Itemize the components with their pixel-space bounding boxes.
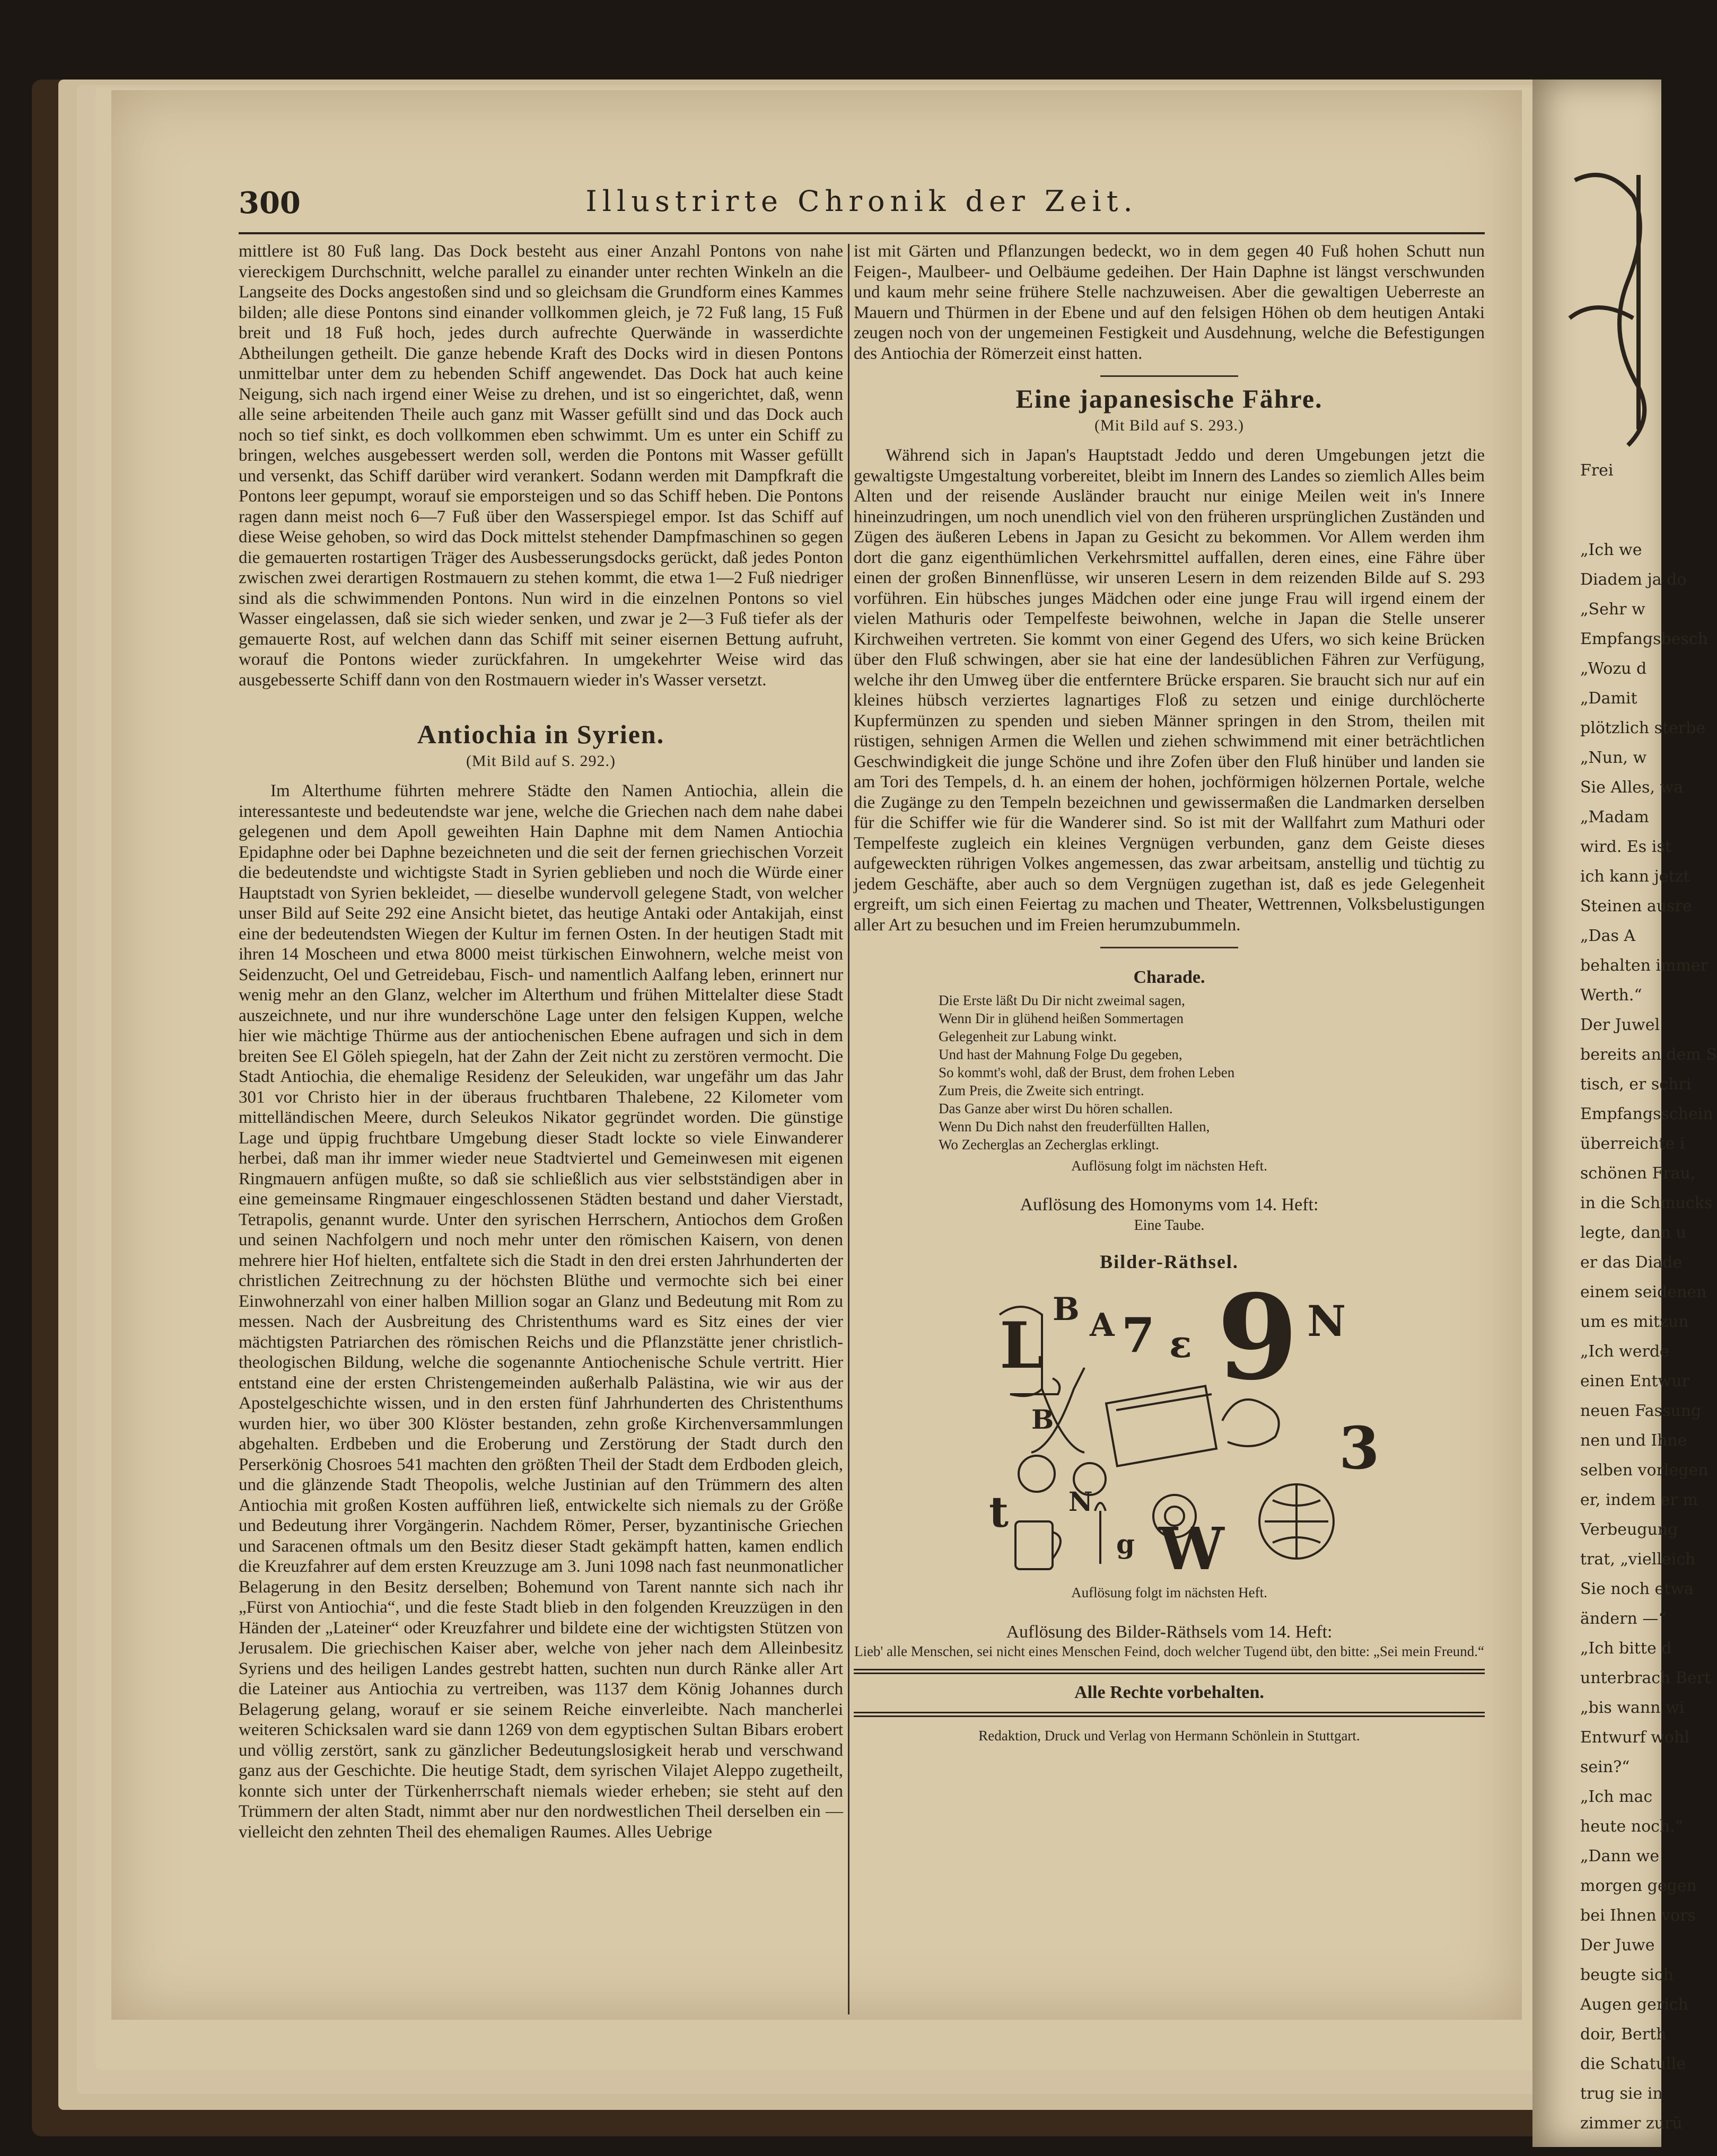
- rebus-title: Bilder-Räthsel.: [1100, 1251, 1239, 1272]
- facing-page-fragment: einem seidenen: [1580, 1283, 1707, 1301]
- facing-page-fragment: „Dann we: [1580, 1847, 1660, 1865]
- scissors-ring-icon: [1019, 1456, 1055, 1492]
- facing-page-fragment: Diadem ja do: [1580, 570, 1687, 589]
- rebus-letter: B: [1031, 1403, 1054, 1435]
- facing-page-fragment: morgen gegen: [1580, 1877, 1697, 1895]
- rights-notice: Alle Rechte vorbehalten.: [1074, 1683, 1264, 1702]
- left-page: [111, 90, 1522, 2020]
- facing-page-fragment: Empfangsbesch: [1580, 630, 1708, 648]
- rebus-illustration: [854, 1268, 1485, 1583]
- facing-page-fragment: „Madam: [1580, 808, 1649, 826]
- rebus-answer-text: Lieb' alle Menschen, sei nicht eines Menschen Feind, doch welcher Tugend übt, den bitte: „Sei mein Freund.“: [854, 1643, 1485, 1659]
- facing-page-fragment: „Ich werde: [1580, 1342, 1669, 1361]
- charade-line: Gelegenheit zur Labung winkt.: [939, 1028, 1117, 1044]
- rebus-letter: N: [1068, 1485, 1093, 1517]
- charade-line: Wenn Dir in glühend heißen Sommertagen: [939, 1010, 1184, 1026]
- charade-note: Auflösung folgt im nächsten Heft.: [1071, 1157, 1267, 1174]
- facing-page-fragment: Der Juwe: [1580, 1936, 1655, 1955]
- facing-page-fragment: selben vorlegen: [1580, 1461, 1709, 1480]
- homonym-answer-title: Auflösung des Homonyms vom 14. Heft:: [1020, 1195, 1319, 1215]
- facing-page-fragment: tisch, er schri: [1580, 1075, 1692, 1094]
- facing-page-fragment: ändern —“: [1580, 1609, 1667, 1628]
- rebus-letter: N: [1307, 1296, 1346, 1346]
- candle-flame-icon: [1095, 1503, 1106, 1511]
- box-lid-line: [1116, 1394, 1212, 1410]
- facing-page-fragment: trug sie in: [1580, 2084, 1663, 2103]
- facing-page-fragment: Augen gerich: [1580, 1995, 1688, 2014]
- facing-page-fragment: „Nun, w: [1580, 749, 1647, 767]
- box-drawing: [1106, 1386, 1216, 1466]
- facing-page-fragment: bereits an dem S: [1580, 1045, 1717, 1064]
- charade-line: Das Ganze aber wirst Du hören schallen.: [939, 1100, 1173, 1116]
- tankard-handle: [1053, 1532, 1061, 1559]
- page-number: 300: [239, 186, 301, 221]
- facing-page-fragment: in die Schmucks: [1580, 1194, 1713, 1212]
- section-rule: [1100, 375, 1238, 377]
- facing-page-fragment: wird. Es ist: [1580, 838, 1671, 856]
- rebus-letter: A: [1090, 1306, 1115, 1344]
- facing-page-fragment: „bis wann wi: [1580, 1699, 1685, 1717]
- rebus-letter: g: [1116, 1528, 1135, 1560]
- antiochia-body: Im Alterthume führten mehrere Städte den Namen Antiochia, allein die interessanteste und bedeutendste war jene, welche die Griechen nach dem nahe dabei gelegenen und dem Apoll geweihten Hain Daphne mit dem Namen Antiochia Epidaphne oder bei Daphne bezeichneten und die seit der fernen griechischen Vorzeit die bedeutendste und wichtigste Stadt in Syrien geblieben und noch die Würde einer Hauptstadt von Syrien bekleidet, — dieselbe wundervoll gelegene Stadt, von welcher unser Bild auf Seite 292 eine Ansicht bietet, das heutige Antaki oder Antakijah, einst eine der bedeutendsten Wiegen der Kultur im fernen Osten. In der heutigen Stadt mit ihren 14 Moscheen und etwa 8000 meist türkischen Einwohnern, welche meist von Seidenzucht, Oel und Getreidebau, Fisch- und namentlich Aalfang leben, erinnert nur wenig mehr an den Glanz, welcher im Alterthum und frühen Mittelalter diese Stadt auszeichnete, und nur ihre wunderschöne Lage unter den felsigen Kuppen, welche hier wie mächtige Thürme aus der antiochenischen Ebene aufragen und sich in dem breiten See El Göleh spiegeln, hat der Zahn der Zeit nicht zu zerstören vermocht. Die Stadt Antiochia, die ehemalige Residenz der Seleukiden, war ungefähr um das Jahr 301 vor Christo hier in der überaus fruchtbaren Thalebene, 22 Kilometer vom mittelländischen Meere, durch Seleukos Nikator gegründet worden. Die günstige Lage und üppig fruchtbare Umgebung dieser Stadt lockte so viele Einwanderer herbei, daß man ihr immer wieder neue Stadtviertel und Gemeinwesen mit eigenen Ringmauern anfügen mußte, so daß sie schließlich aus vier selbstständigen aber in eine gemeinsame Ringmauer eingeschlossenen Städten bestand und daher Vierstadt, Tetrapolis, genannt wurde. Unter den syrischen Herrschern, Antiochos dem Großen und seinen Nachfolgern und noch mehr unter den römischen Kaisern, von denen mehrere hier Hof hielten, entfaltete sich die Stadt in den drei ersten Jahrhunderten der christlichen Zeitrechnung zu der höchsten Blüthe und vermochte sich bei einer Einwohnerzahl von einer halben Million sogar an Glanz und Bedeutung mit Rom zu messen. Nach der Ausbreitung des Christenthums ward es Sitz eines der vier mächtigsten Patriarchen des römischen Reichs und die Pflanzstätte jener christlich-theologischen Bildung, welche die sogenannte Antiochenische Schule vertritt. Hier entstand eine der ersten Christengemeinden außerhalb Palästina, wie wir aus der Apostelgeschichte wissen, und in den ersten fünf Jahrhunderten des Christenthums wurden hier, wo über 300 Klöster bestanden, zehn große Kirchenversammlungen abgehalten. Erdbeben und die Eroberung und Zerstörung der Stadt durch den Perserkönig Chosroes 541 machten den größten Theil der Stadt dem Erdboden gleich, und die glänzende Stadt Theopolis, welche Justinian auf den Trümmern des alten Antiochia mit großen Kosten aufführen ließ, entwickelte sich niemals zu der Größe und Bedeutung ihrer Vorgängerin. Nachdem Römer, Perser, byzantinische Griechen und Saracenen oftmals um den Besitz dieser Stadt gekämpft hatten, kamen endlich die Kreuzfahrer auf dem ersten Kreuzzuge am 3. Juni 1098 nach fast neunmonatlicher Belagerung in den Besitz derselben; Bohemund von Tarent nannte sich nach ihr „Fürst von Antiochia“, und die feste Stadt blieb in den folgenden Kreuzzügen in den Händen der „Lateiner“ oder Kreuzfahrer und bildete eine der wichtigsten Stützen von Jerusalem. Die griechischen Kaiser aber, welche von jeher nach dem Alleinbesitz Syriens und des heiligen Landes gestrebt hatten, suchten nun durch Ränke aller Art die Lateiner aus Antiochia zu vertreiben, was 1137 dem König Johannes durch Belagerung gelang, worauf er sie seinem Reiche einverleibte. Nach mancherlei weiteren Schicksalen ward sie dann 1269 von dem egyptischen Sultan Bibars erobert und völlig zerstört, sank zu gänzlicher Bedeutungslosigkeit herab und verschwand ganz aus der Geschichte. Die heutige Stadt, dem syrischen Vilajet Aleppo zugetheilt, konnte sich unter der Türkenherrschaft niemals wieder erheben; sie steht auf den Trümmern der alten Stadt, nimmt aber nur den nordwestlichen Theil derselben ein — vielleicht den zehnten Theil des ehemaligen Raumes. Alles Uebrige: [239, 781, 843, 1842]
- facing-page-fragment: bei Ihnen vors: [1580, 1906, 1696, 1925]
- globe-lines: [1265, 1484, 1328, 1559]
- homonym-answer-text: Eine Taube.: [1134, 1217, 1205, 1234]
- antiochia-title: Antiochia in Syrien.: [417, 719, 665, 749]
- section-rule: [1100, 947, 1238, 948]
- rebus-letter: 9: [1217, 1268, 1299, 1406]
- charade-line: Und hast der Mahnung Folge Du gegeben,: [939, 1046, 1182, 1062]
- facing-page-fragment: unterbrach Bert: [1580, 1669, 1711, 1687]
- faehre-subtitle: (Mit Bild auf S. 293.): [1094, 416, 1244, 434]
- rebus-picture: [968, 1268, 1380, 1583]
- page-header: [239, 170, 1485, 228]
- facing-page-fragment: Werth.“: [1580, 986, 1642, 1005]
- tankard-icon: [1015, 1521, 1053, 1569]
- right-column: [854, 241, 1485, 1746]
- rebus-letter: 3: [1339, 1413, 1380, 1482]
- facing-page-fragment: er das Diade: [1580, 1253, 1683, 1272]
- facing-page-fragment: Steinen ausre: [1580, 897, 1692, 916]
- faehre-body: Während sich in Japan's Hauptstadt Jeddo und deren Umgebungen jetzt die gewaltigste Umgestaltung vorbereitet, bleibt im Innern des Landes so ziemlich Alles beim Alten und der reisende Ausländer braucht nur einige Meilen weit in's Innere hineinzudringen, um noch unendlich viel von den früheren ursprünglichen Zuständen und Zügen des äußeren Lebens in Japan zu Gesicht zu bekommen. Vor Allem werden ihm dort die ganz eigenthümlichen Verkehrsmittel auffallen, deren eines, eine Fähre über einen der großen Binnenflüsse, wir unseren Lesern in dem reizenden Bilde auf S. 293 vorführen. Ein hübsches junges Mädchen oder eine junge Frau will irgend einem der vielen Mathuris oder Tempelfeste beiwohnen, welche in Japan die Stelle unserer Kirchweihen vertreten. Sie kommt von einer Gegend des Ufers, wo sich keine Brücken über den Fluß schwingen, aber sie hat eine der landesüblichen Fähren zur Verfügung, welche ihr den Umweg über die entferntere Brücke ersparen. Sie braucht sich nur auf ein kleines hübsch verziertes lagnartiges Floß zu setzen und einige durchlöcherte Kupfermünzen zu spenden und sieben Männer springen in den Strom, theilen mit rüstigen, sehnigen Armen die Wellen und ziehen schwimmend mit einer beträchtlichen Geschwindigkeit die junge Schöne und ihre Zofen über den Fluß hinüber und landen sie am Tori des Tempels, d. h. an einem der hohen, jochförmigen hölzernen Portale, welche die Zugänge zu den Tempeln bezeichnen und gewissermaßen die Landmarken derselben für die Schiffer wie für die Wanderer sind. So ist mit der Wallfahrt zum Mathuri oder Tempelfeste zugleich ein kleines Vergnügen verbunden, ganz dem Geiste dieses aufgeweckten rührigen Volkes angemessen, das zwar arbeitsam, anstellig und tüchtig zu jedem Geschäfte, aber auch so dem Vergnügen zugethan ist, daß es jede Gelegenheit ergreift, um sich einen Feiertag zu machen und Theater, Wettrennen, Volksbelustigungen aller Art zu besuchen und im Freien herumzubummeln.: [854, 446, 1485, 935]
- facing-page-fragment: Entwurf wohl: [1580, 1728, 1689, 1747]
- facing-page-fragment: „Ich we: [1580, 541, 1642, 559]
- faehre-title: Eine japanesische Fähre.: [1015, 384, 1323, 413]
- facing-page-fragment: „Das A: [1580, 927, 1636, 945]
- facing-page-fragment: plötzlich sterbe: [1580, 719, 1706, 737]
- antiochia-subtitle: (Mit Bild auf S. 292.): [466, 752, 616, 770]
- double-rule: [854, 1669, 1485, 1674]
- facing-page-fragment: „Ich mac: [1580, 1788, 1653, 1806]
- facing-page-fragment: heute noch.“: [1580, 1817, 1684, 1836]
- facing-page-fragment: neuen Fassung: [1580, 1402, 1702, 1420]
- rebus-letter: L: [1000, 1308, 1045, 1383]
- facing-page-fragment: die Schatulle: [1580, 2055, 1686, 2073]
- facing-page-fragment: zimmer zurü: [1580, 2114, 1683, 2133]
- facing-page-fragment: Der Juwel: [1580, 1016, 1660, 1034]
- rebus-letter: 7: [1122, 1307, 1155, 1363]
- facing-page-fragment: behalten immer: [1580, 956, 1709, 975]
- rebus-letter: W: [1159, 1514, 1224, 1583]
- facing-page-fragment: doir, Berth: [1580, 2025, 1667, 2044]
- facing-page-fragment: Sie Alles, wa: [1580, 778, 1684, 797]
- charade-line: Wo Zecherglas an Zecherglas erklingt.: [939, 1136, 1159, 1152]
- facing-page-fragment: nen und Ihne: [1580, 1431, 1687, 1450]
- facing-page-fragment: „Wozu d: [1580, 659, 1647, 678]
- rebus-letter: ε: [1169, 1322, 1192, 1366]
- running-title: Illustrirte Chronik der Zeit.: [585, 184, 1138, 218]
- facing-page-fragment: Empfangsschein: [1580, 1105, 1713, 1123]
- bird-drawing: [1222, 1400, 1279, 1446]
- facing-page-fragment: schönen Frau,: [1580, 1164, 1696, 1183]
- charade-line: So kommt's wohl, daß der Brust, dem frohen Leben: [939, 1064, 1235, 1080]
- double-rule: [854, 1712, 1485, 1717]
- facing-page-fragment: trat, „vielleich: [1580, 1550, 1696, 1569]
- facing-page-fragment: überreichte i: [1580, 1134, 1685, 1153]
- charade-line: Zum Preis, die Zweite sich entringt.: [939, 1082, 1144, 1098]
- facing-page-fragment: Verbeugung: [1580, 1520, 1678, 1539]
- facing-page-fragment: Sie noch etwa: [1580, 1580, 1694, 1598]
- facing-page-fragment: ich kann jetzt: [1580, 867, 1690, 886]
- facing-page-ornament: [1564, 159, 1670, 456]
- antiochia-continued: ist mit Gärten und Pflanzungen bedeckt, wo in dem gegen 40 Fuß hohen Schutt nun Feigen-, Maulbeer- und Oelbäume gedeihen. Der Hain Daphne ist längst verschwunden und kaum mehr seine frühere Stelle nachzuweisen. Aber die gewaltigen Ueberreste an Mauern und Thürmen in der Ebene und auf den felsigen Höhen ob dem heutigen Antaki zeugen noch von der ungemeinen Festigkeit und Ausdehnung, welche die Befestigungen des Antiochia der Römerzeit einst hatten.: [854, 242, 1485, 363]
- facing-page-fragment: „Sehr w: [1580, 600, 1645, 619]
- column-divider: [848, 244, 849, 2014]
- charade-line: Die Erste läßt Du Dir nicht zweimal sagen,: [939, 992, 1185, 1008]
- facing-page-fragment: „Damit: [1580, 689, 1637, 708]
- facing-page-fragment: er, indem er m: [1580, 1491, 1698, 1509]
- facing-page-fragment: einen Entwur: [1580, 1372, 1689, 1391]
- rebus-note: Auflösung folgt im nächsten Heft.: [1071, 1585, 1267, 1600]
- rebus-answer-title: Auflösung des Bilder-Räthsels vom 14. Heft:: [1006, 1622, 1333, 1642]
- charade-title: Charade.: [1133, 967, 1205, 987]
- charade-block: [854, 967, 1485, 1176]
- facing-page-fragment: sein?“: [1580, 1758, 1630, 1776]
- rebus-letter: B: [1053, 1290, 1080, 1328]
- left-column: [239, 241, 843, 1842]
- imprint: Redaktion, Druck und Verlag von Hermann Schönlein in Stuttgart.: [978, 1727, 1360, 1744]
- facing-page-fragment: „Ich bitte d: [1580, 1639, 1672, 1658]
- facing-page: [1532, 80, 1717, 2147]
- facing-page-fragment: um es mitzun: [1580, 1313, 1689, 1331]
- facing-page-fragment: Frei: [1580, 461, 1614, 480]
- dock-paragraph: mittlere ist 80 Fuß lang. Das Dock besteht aus einer Anzahl Pontons von nahe viereckigem Durchschnitt, welche parallel zu einander unter rechten Winkeln an die Langseite des Docks angestoßen sind und so gleichsam die Grundform eines Kammes bilden; alle diese Pontons sind einander vollkommen gleich, je 72 Fuß lang, 15 Fuß breit und 18 Fuß hoch, jedes durch aufrechte Querwände in wasserdichte Abtheilungen getheilt. Die ganze hebende Kraft des Docks wird in diesen Pontons unmittelbar unter dem zu hebenden Schiff angewendet. Das Dock hat auch keine Neigung, sich nach irgend einer Weise zu drehen, und ist so eingerichtet, daß, wenn alle seine arbeitenden Theile auch ganz mit Wasser gefüllt sind und das Dock auch noch so tief sinkt, es doch vollkommen eben schwimmt. Um es unter ein Schiff zu bringen, welches ausgebessert werden soll, werden die Pontons mit Wasser gefüllt und versenkt, das Schiff darüber wird verankert. Sodann werden mit Dampfkraft die Pontons leer gepumpt, worauf sie emporsteigen und so das Schiff heben. Die Pontons ragen dann meist noch 6—7 Fuß über den Wasserspiegel empor. Ist das Schiff auf diese Weise gehoben, so wird das Dock mittelst stehender Dampfmaschinen so gegen die gemauerten rostartigen Träger des Ausbesserungsdocks gerückt, daß jedes Ponton zwischen zwei derartigen Rostmauern zu stehen kommt, die etwa 1—2 Fuß niedriger sind als die schwimmenden Pontons. Nun wird in die einzelnen Pontons so viel Wasser eingelassen, daß sie sich wieder senken, und zwar je 2—3 Fuß tiefer als der gemauerte Rost, auf welchen dann das Schiff mit seiner eisernen Bettung aufruht, worauf die Pontons wieder zurückfahren. In umgekehrter Weise wird das ausgebesserte Schiff dann von den Rostmauern wieder in's Wasser versetzt.: [239, 242, 843, 690]
- header-rule: [239, 232, 1485, 234]
- charade-verse: [939, 991, 1485, 1154]
- charade-line: Wenn Du Dich nahst den freuderfüllten Hallen,: [939, 1118, 1210, 1134]
- rebus-letter: t: [989, 1486, 1009, 1537]
- facing-page-fragment: legte, dann u: [1580, 1224, 1687, 1242]
- facing-page-fragment: beugte sich: [1580, 1966, 1674, 1984]
